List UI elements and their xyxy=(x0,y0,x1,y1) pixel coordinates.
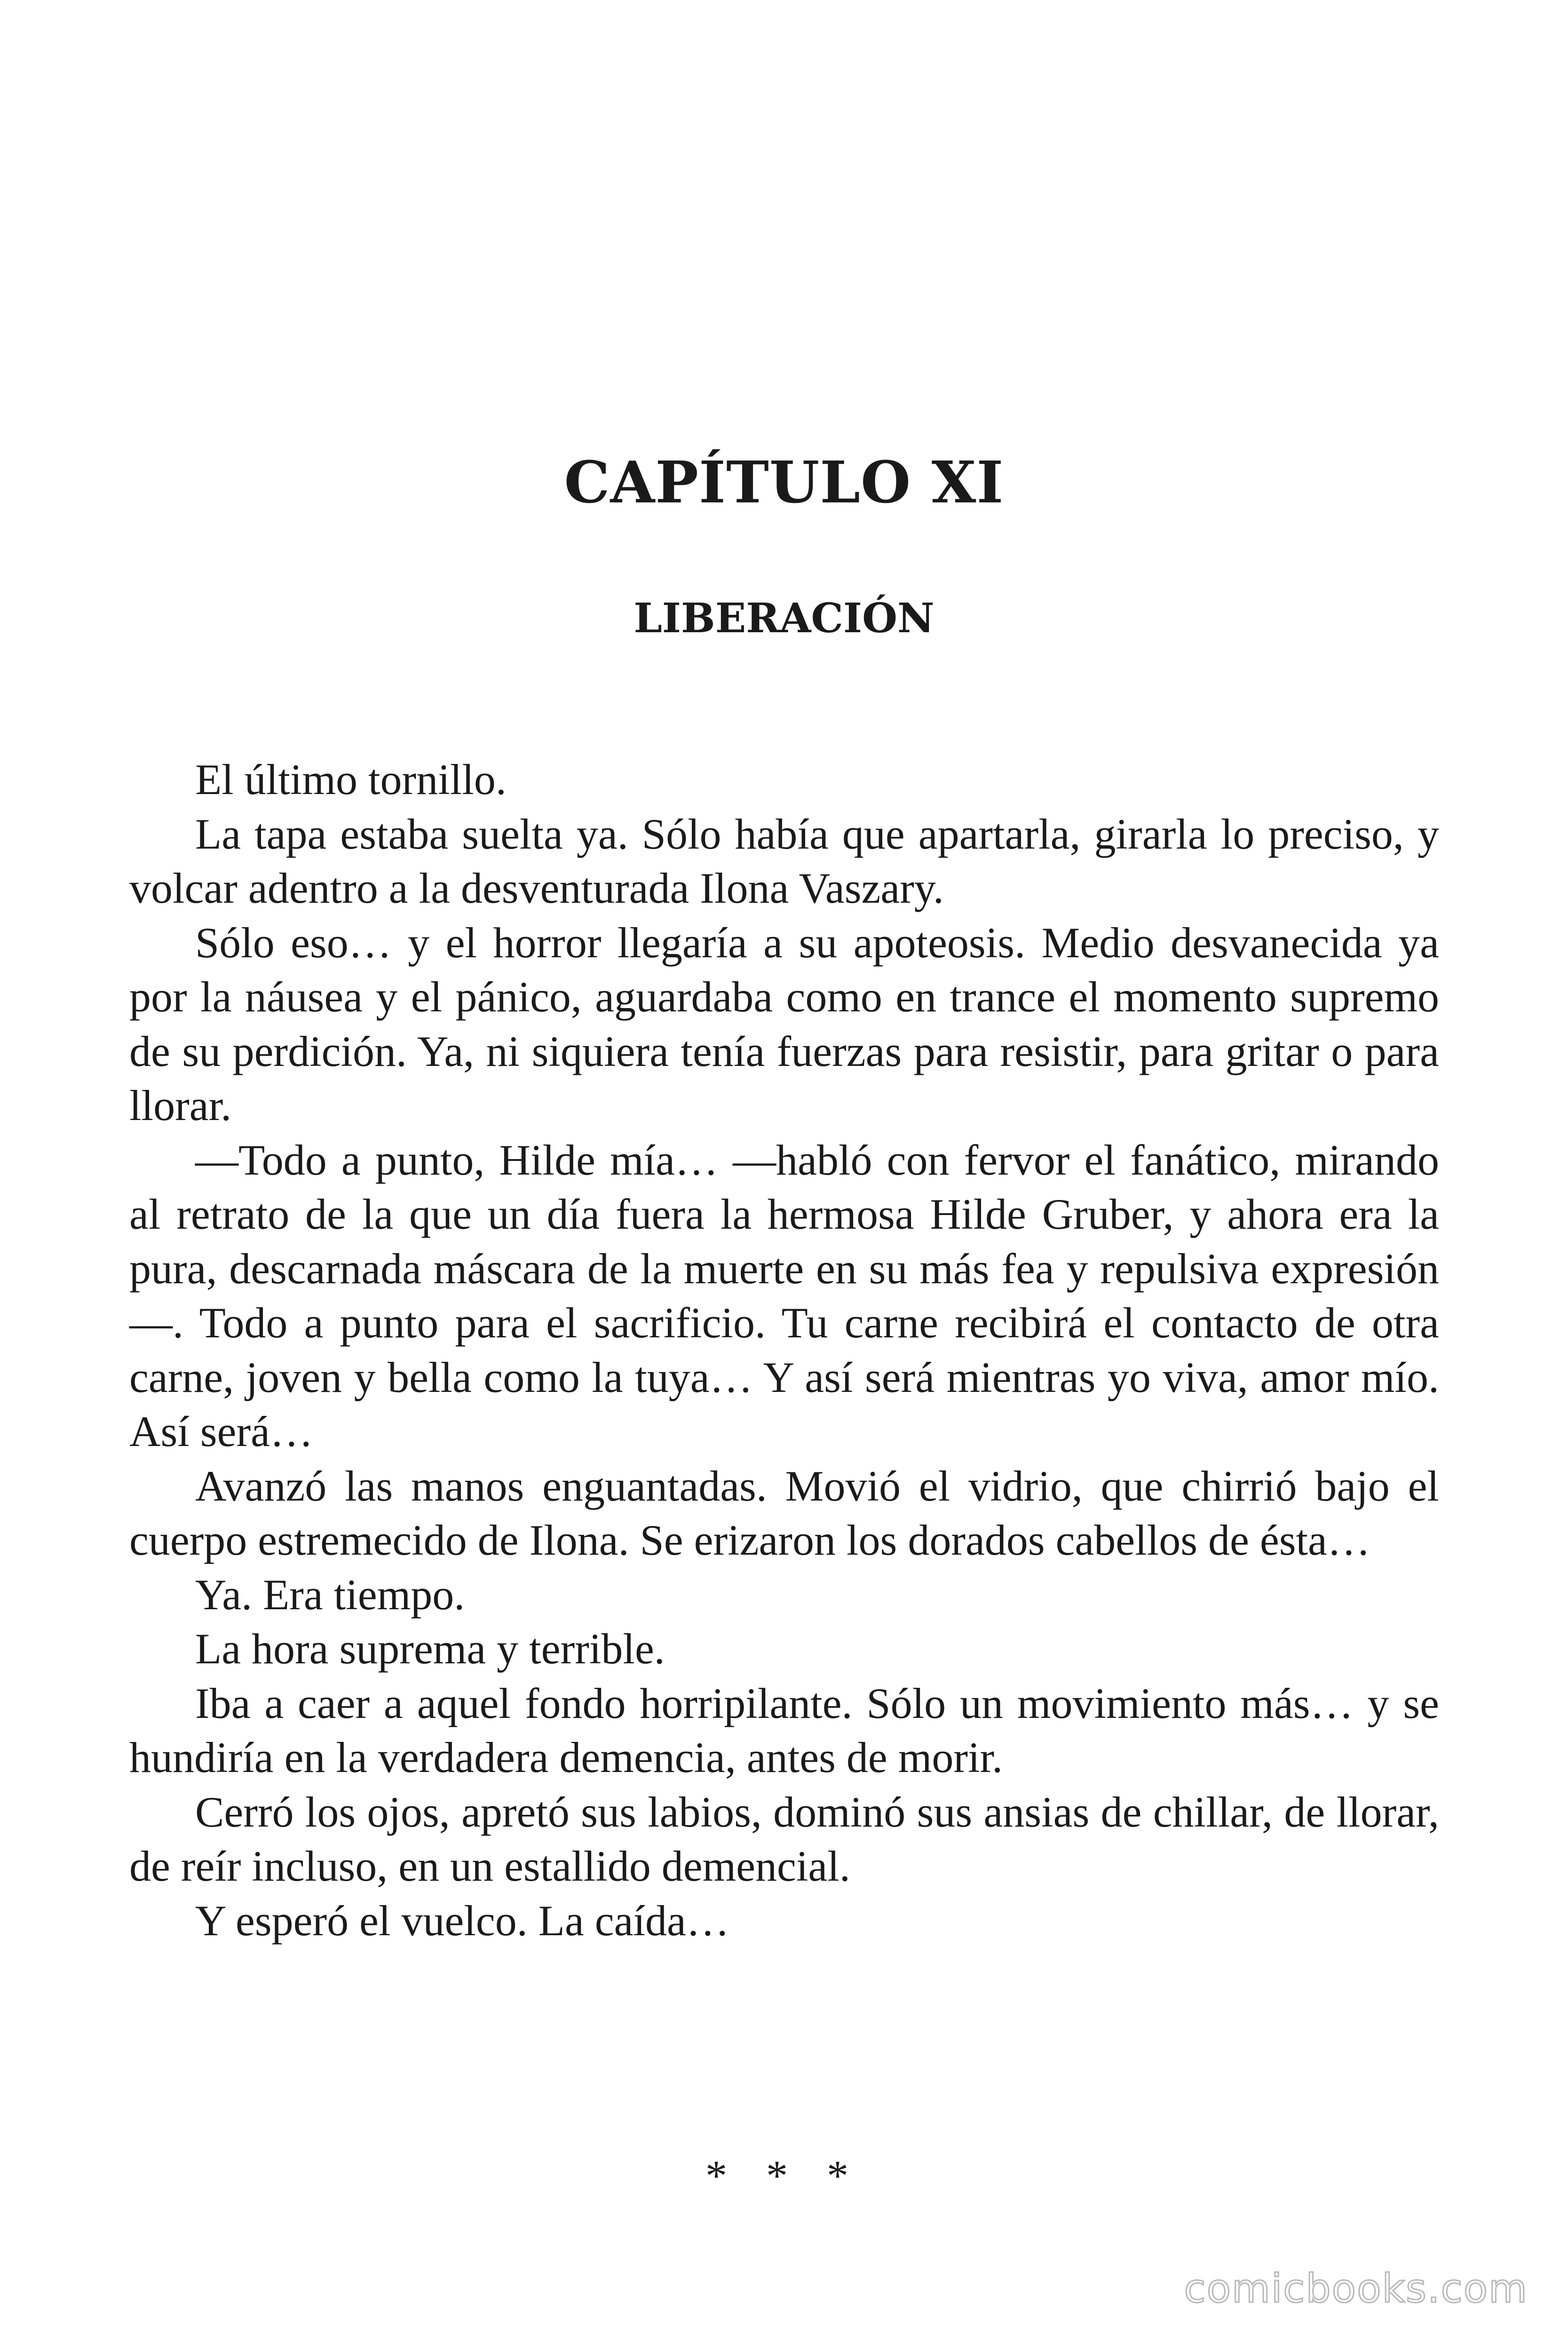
paragraph: Iba a caer a aquel fondo horripilante. Sólo un movimiento más… y se hundiría en la verdadera demencia, antes de morir. xyxy=(129,1679,1439,1781)
paragraph: La tapa estaba suelta ya. Sólo había que apartarla, girarla lo preciso, y volcar adentro a la desventurada Ilona Vaszary. xyxy=(129,810,1439,912)
chapter-title: CAPÍTULO XI xyxy=(564,448,1004,516)
section-separator: * * * xyxy=(705,2152,863,2200)
paragraph: Cerró los ojos, apretó sus labios, dominó sus ansias de chillar, de llorar, de reír incluso, en un estallido demencial. xyxy=(129,1788,1439,1890)
paragraph: El último tornillo. xyxy=(195,755,507,803)
chapter-subtitle: LIBERACIÓN xyxy=(634,595,934,642)
paragraph: —Todo a punto, Hilde mía… —habló con fervor el fanático, mirando al retrato de la que un día fuera la hermosa Hilde Gruber, y ahora era la pura, descarnada máscara de la muerte en su más fea y repulsiva expresión—. Todo a punto para el sacrificio. Tu carne recibirá el contacto de otra carne, joven y bella como la tuya… Y así será mientras yo viva, amor mío. Así será… xyxy=(129,1136,1439,1455)
watermark: comicbooks.com xyxy=(1184,2265,1528,2312)
paragraph: Sólo eso… y el horror llegaría a su apoteosis. Medio desvanecida ya por la náusea y el pánico, aguardaba como en trance el momento supremo de su perdición. Ya, ni siquiera tenía fuerzas para resistir, para gritar o para llorar. xyxy=(129,918,1439,1129)
paragraph: La hora suprema y terrible. xyxy=(195,1625,665,1673)
paragraph: Y esperó el vuelco. La caída… xyxy=(195,1896,729,1945)
body-text xyxy=(129,753,1439,1948)
paragraph: Avanzó las manos enguantadas. Movió el vidrio, que chirrió bajo el cuerpo estremecido de Ilona. Se erizaron los dorados cabellos de ésta… xyxy=(129,1462,1439,1564)
paragraph: Ya. Era tiempo. xyxy=(195,1570,465,1619)
